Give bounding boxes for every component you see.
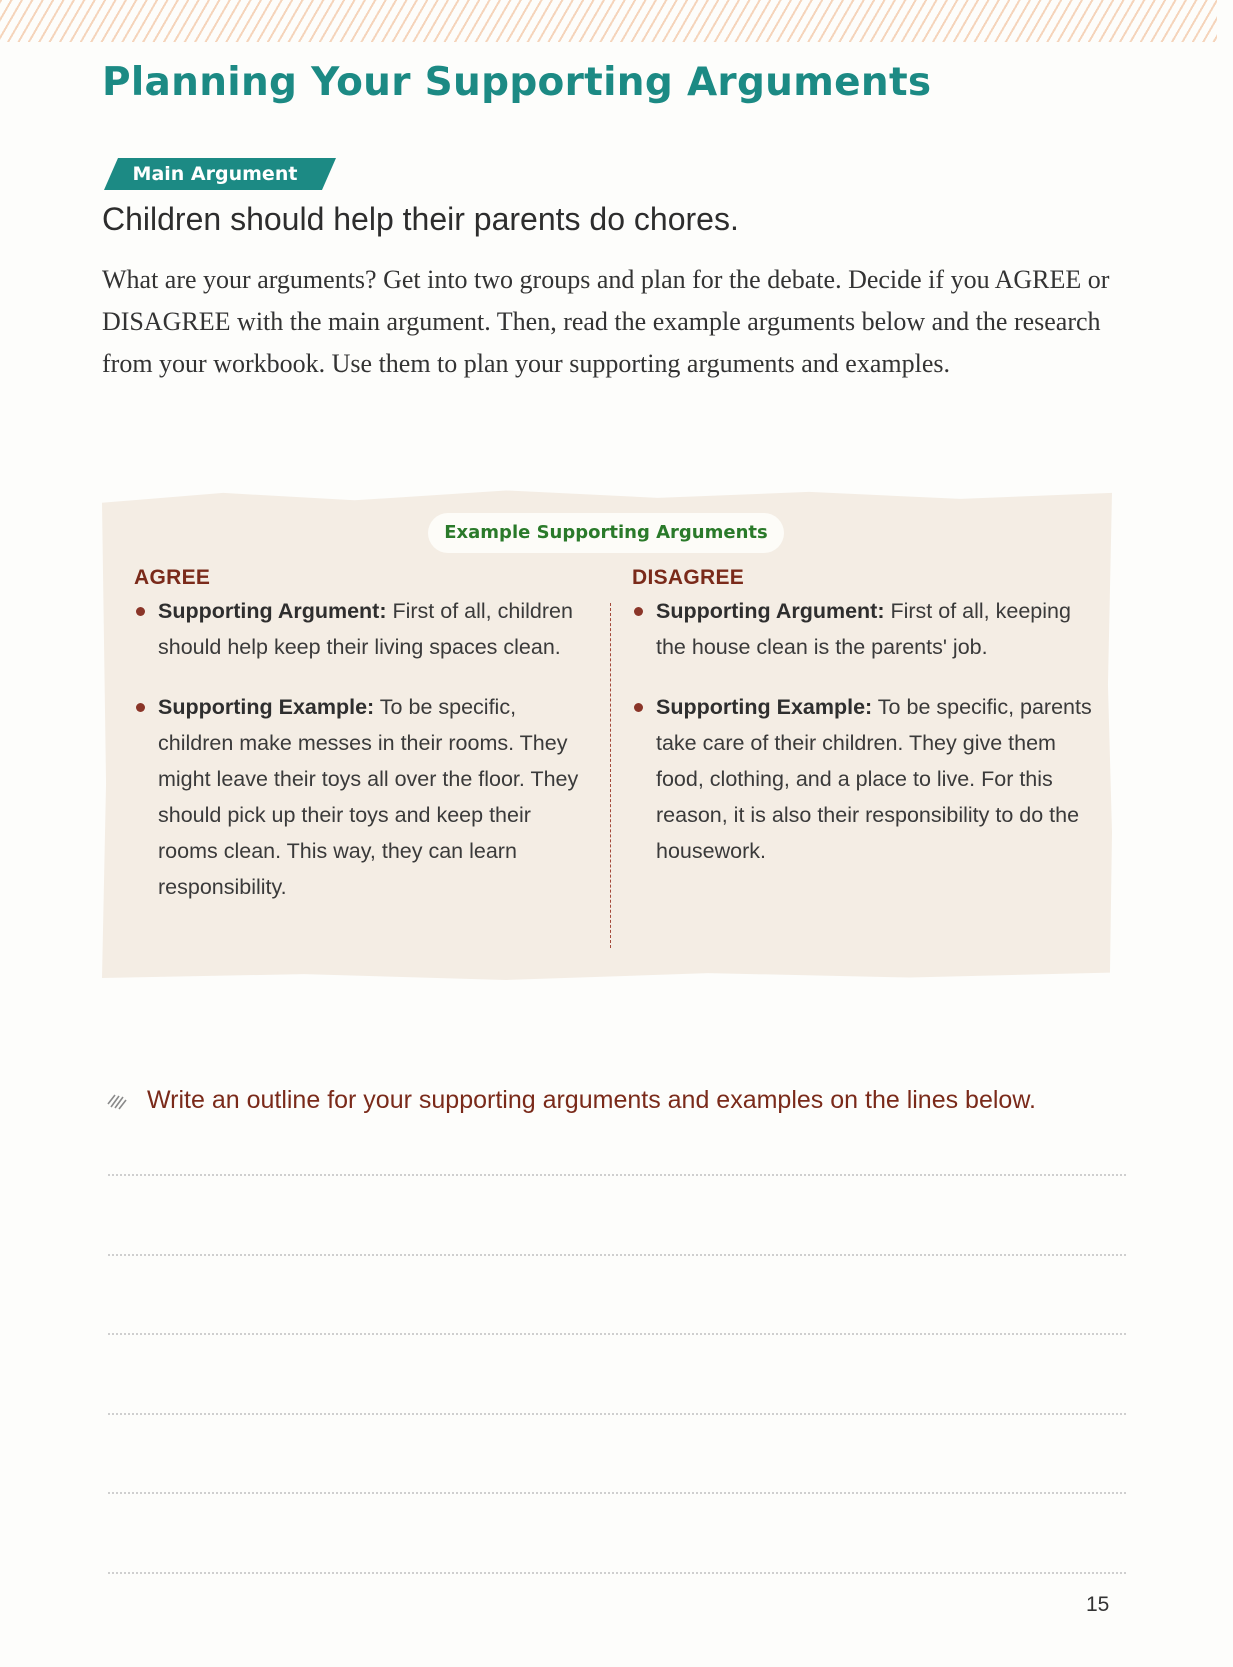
- agree-column: [134, 566, 594, 905]
- disagree-item: [632, 593, 1092, 665]
- top-decorative-stripe: [0, 0, 1217, 42]
- agree-item: [134, 689, 594, 905]
- item-text: First of all, keeping the house clean is the parents' job.: [656, 599, 1071, 659]
- main-argument-tag: [104, 158, 336, 190]
- intro-paragraph: What are your arguments? Get into two groups and plan for the debate. Decide if you AGREE or DISAGREE with the main argument. Then, read the example arguments below and the research from your workbook. Use them to plan your supporting arguments and examples.: [102, 265, 1110, 378]
- bullet-icon: [634, 703, 643, 712]
- agree-heading: AGREE: [134, 566, 211, 589]
- item-label: Supporting Argument:: [656, 599, 885, 623]
- item-text: First of all, children should help keep their living spaces clean.: [158, 599, 573, 659]
- writing-line[interactable]: [108, 1333, 1126, 1335]
- disagree-item: [632, 689, 1092, 869]
- hatch-icon: [107, 1092, 127, 1110]
- page-title: Planning Your Supporting Arguments: [102, 60, 932, 105]
- item-label: Supporting Example:: [158, 695, 375, 719]
- bullet-icon: [136, 607, 145, 616]
- writing-line[interactable]: [108, 1492, 1126, 1494]
- instruction-text: Write an outline for your supporting arguments and examples on the lines below.: [147, 1086, 1036, 1114]
- writing-line[interactable]: [108, 1572, 1126, 1574]
- disagree-list: [632, 593, 1092, 869]
- item-text: To be specific, parents take care of their children. They give them food, clothing, and a place to live. For this reason, it is also their responsibility to do the housework.: [656, 695, 1092, 863]
- example-heading: Example Supporting Arguments: [428, 513, 784, 553]
- bullet-icon: [634, 607, 643, 616]
- column-divider: [610, 603, 611, 948]
- item-text: To be specific, children make messes in their rooms. They might leave their toys all over the floor. They should pick up their toys and keep their rooms clean. This way, they can learn responsibility.: [158, 695, 579, 899]
- writing-line[interactable]: [108, 1413, 1126, 1415]
- writing-line[interactable]: [108, 1174, 1126, 1176]
- disagree-heading: DISAGREE: [632, 566, 745, 589]
- item-label: Supporting Argument:: [158, 599, 387, 623]
- agree-list: [134, 593, 594, 905]
- writing-line[interactable]: [108, 1254, 1126, 1256]
- main-argument-tag-label: Main Argument: [132, 163, 298, 185]
- agree-item: [134, 593, 594, 665]
- main-argument-text: Children should help their parents do chores.: [102, 201, 739, 237]
- page-number: 15: [1086, 1593, 1110, 1616]
- item-label: Supporting Example:: [656, 695, 873, 719]
- disagree-column: [632, 566, 1092, 869]
- bullet-icon: [136, 703, 145, 712]
